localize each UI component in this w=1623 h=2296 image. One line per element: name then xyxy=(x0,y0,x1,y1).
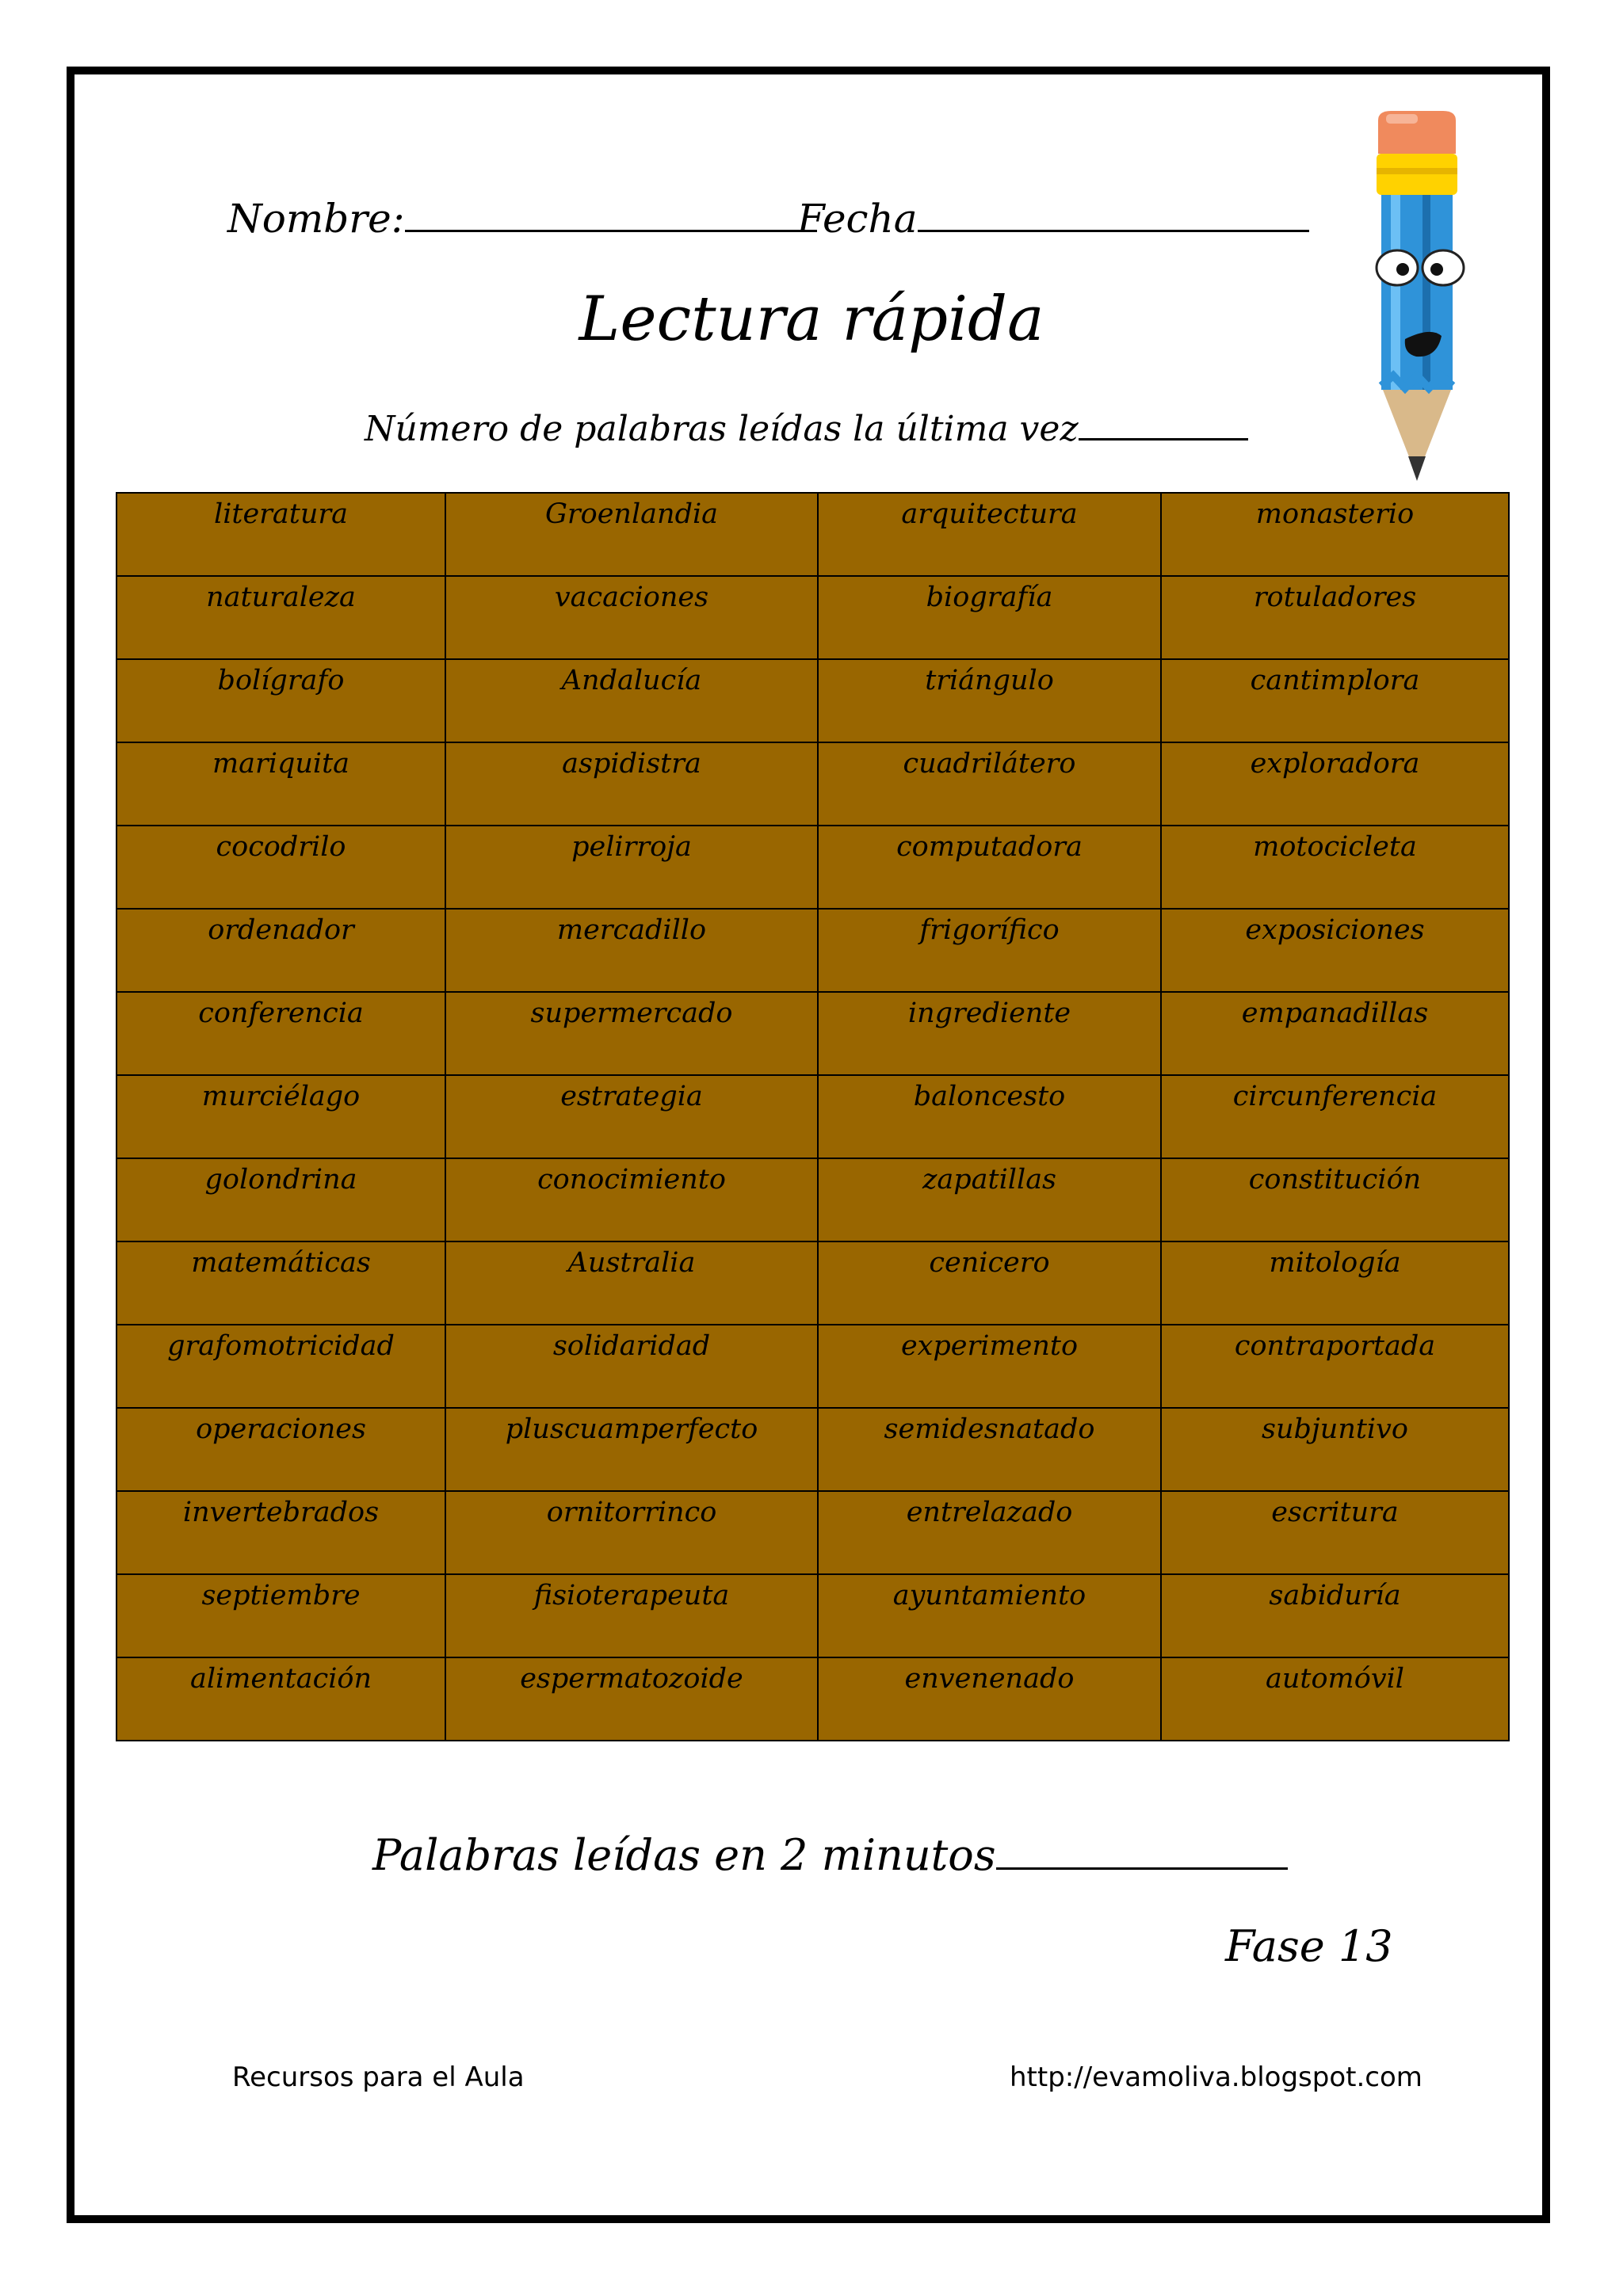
word-cell: cocodrilo xyxy=(116,826,445,909)
word-cell: exploradora xyxy=(1161,742,1509,826)
word-cell: baloncesto xyxy=(818,1075,1161,1158)
last-count-field xyxy=(365,409,1248,449)
word-cell: solidaridad xyxy=(445,1325,818,1408)
word-table-body xyxy=(116,493,1509,1741)
pencil-mascot-icon xyxy=(1359,105,1478,491)
table-row xyxy=(116,493,1509,576)
word-cell: zapatillas xyxy=(818,1158,1161,1241)
read-count-field xyxy=(372,1830,1288,1880)
word-cell: cantimplora xyxy=(1161,659,1509,742)
word-cell: Australia xyxy=(445,1241,818,1325)
word-cell: mercadillo xyxy=(445,909,818,992)
word-cell: experimento xyxy=(818,1325,1161,1408)
read-count-label: Palabras leídas en 2 minutos xyxy=(372,1830,996,1880)
word-cell: septiembre xyxy=(116,1574,445,1657)
word-cell: monasterio xyxy=(1161,493,1509,576)
word-cell: estrategia xyxy=(445,1075,818,1158)
word-cell: constitución xyxy=(1161,1158,1509,1241)
table-row xyxy=(116,742,1509,826)
word-cell: biografía xyxy=(818,576,1161,659)
word-cell: operaciones xyxy=(116,1408,445,1491)
word-cell: ayuntamiento xyxy=(818,1574,1161,1657)
table-row xyxy=(116,1657,1509,1741)
footer-link[interactable]: http://evamoliva.blogspot.com xyxy=(1010,2061,1423,2093)
word-cell: Andalucía xyxy=(445,659,818,742)
last-count-label: Número de palabras leídas la última vez xyxy=(365,409,1079,449)
word-cell: conferencia xyxy=(116,992,445,1075)
word-cell: Groenlandia xyxy=(445,493,818,576)
word-cell: fisioterapeuta xyxy=(445,1574,818,1657)
table-row xyxy=(116,992,1509,1075)
table-row xyxy=(116,909,1509,992)
table-row xyxy=(116,1325,1509,1408)
word-cell: automóvil xyxy=(1161,1657,1509,1741)
word-cell: cuadrilátero xyxy=(818,742,1161,826)
word-cell: arquitectura xyxy=(818,493,1161,576)
word-table xyxy=(116,492,1510,1741)
word-cell: ordenador xyxy=(116,909,445,992)
word-cell: matemáticas xyxy=(116,1241,445,1325)
word-cell: rotuladores xyxy=(1161,576,1509,659)
date-label: Fecha xyxy=(797,196,918,242)
phase-label: Fase 13 xyxy=(1225,1921,1393,1971)
word-cell: sabiduría xyxy=(1161,1574,1509,1657)
word-cell: murciélago xyxy=(116,1075,445,1158)
word-cell: mariquita xyxy=(116,742,445,826)
word-cell: grafomotricidad xyxy=(116,1325,445,1408)
word-cell: supermercado xyxy=(445,992,818,1075)
table-row xyxy=(116,1491,1509,1574)
word-cell: subjuntivo xyxy=(1161,1408,1509,1491)
date-field xyxy=(797,195,1309,242)
page-title: Lectura rápida xyxy=(579,284,1044,355)
word-cell: literatura xyxy=(116,493,445,576)
word-cell: ingrediente xyxy=(818,992,1161,1075)
table-row xyxy=(116,1075,1509,1158)
table-row xyxy=(116,576,1509,659)
name-field xyxy=(227,195,817,242)
word-cell: espermatozoide xyxy=(445,1657,818,1741)
read-count-blank[interactable] xyxy=(996,1831,1288,1870)
word-cell: entrelazado xyxy=(818,1491,1161,1574)
word-cell: invertebrados xyxy=(116,1491,445,1574)
footer-left: Recursos para el Aula xyxy=(232,2061,525,2093)
word-cell: mitología xyxy=(1161,1241,1509,1325)
date-blank[interactable] xyxy=(918,195,1309,232)
table-row xyxy=(116,1241,1509,1325)
word-cell: naturaleza xyxy=(116,576,445,659)
table-row xyxy=(116,1158,1509,1241)
word-cell: contraportada xyxy=(1161,1325,1509,1408)
name-blank[interactable] xyxy=(405,195,817,232)
word-cell: ornitorrinco xyxy=(445,1491,818,1574)
word-cell: aspidistra xyxy=(445,742,818,826)
word-cell: conocimiento xyxy=(445,1158,818,1241)
word-cell: golondrina xyxy=(116,1158,445,1241)
word-cell: pelirroja xyxy=(445,826,818,909)
name-label: Nombre: xyxy=(227,196,405,242)
word-cell: cenicero xyxy=(818,1241,1161,1325)
table-row xyxy=(116,1408,1509,1491)
word-cell: exposiciones xyxy=(1161,909,1509,992)
word-cell: motocicleta xyxy=(1161,826,1509,909)
word-cell: computadora xyxy=(818,826,1161,909)
word-cell: semidesnatado xyxy=(818,1408,1161,1491)
last-count-blank[interactable] xyxy=(1079,410,1248,441)
word-cell: alimentación xyxy=(116,1657,445,1741)
word-cell: envenenado xyxy=(818,1657,1161,1741)
word-cell: empanadillas xyxy=(1161,992,1509,1075)
word-cell: vacaciones xyxy=(445,576,818,659)
table-row xyxy=(116,826,1509,909)
word-cell: bolígrafo xyxy=(116,659,445,742)
word-cell: circunferencia xyxy=(1161,1075,1509,1158)
table-row xyxy=(116,659,1509,742)
word-cell: triángulo xyxy=(818,659,1161,742)
word-cell: escritura xyxy=(1161,1491,1509,1574)
word-cell: pluscuamperfecto xyxy=(445,1408,818,1491)
word-cell: frigorífico xyxy=(818,909,1161,992)
table-row xyxy=(116,1574,1509,1657)
